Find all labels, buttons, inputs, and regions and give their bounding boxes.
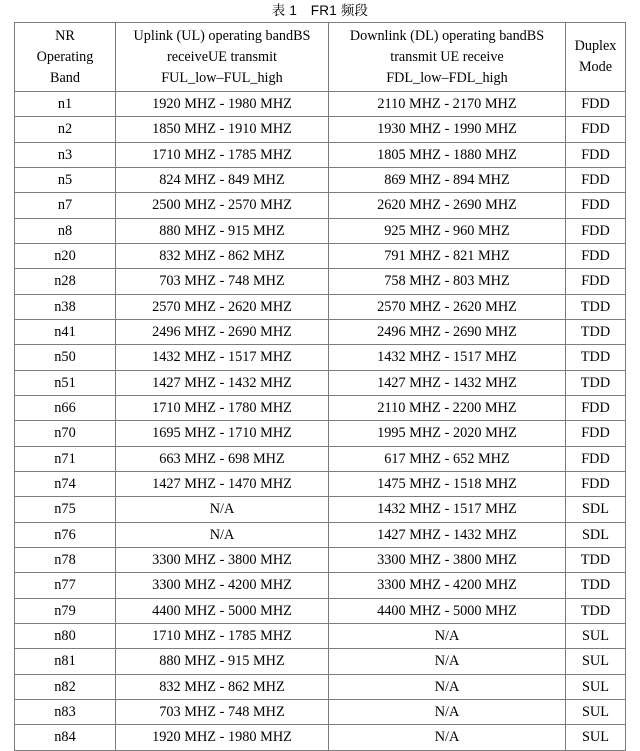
table-row <box>15 623 626 648</box>
cell-duplex-mode: FDD <box>566 218 626 243</box>
cell-nr-operating-band: n2 <box>15 117 116 142</box>
header-line: Band <box>50 69 80 86</box>
cell-nr-operating-band: n20 <box>15 243 116 268</box>
table-row <box>15 193 626 218</box>
cell-uplink-range: 1920 MHZ - 1980 MHZ <box>116 725 329 750</box>
cell-duplex-mode: TDD <box>566 573 626 598</box>
header-line: Duplex <box>574 38 617 54</box>
table-row <box>15 142 626 167</box>
table-row <box>15 319 626 344</box>
cell-downlink-range: 1995 MHZ - 2020 MHZ <box>329 421 566 446</box>
header-row <box>15 23 626 92</box>
cell-uplink-range: 663 MHZ - 698 MHZ <box>116 446 329 471</box>
cell-duplex-mode: TDD <box>566 370 626 395</box>
table-caption: 表 1 FR1 频段 <box>271 3 369 18</box>
cell-downlink-range: 2620 MHZ - 2690 MHZ <box>329 193 566 218</box>
cell-nr-operating-band: n82 <box>15 674 116 699</box>
cell-uplink-range: 1710 MHZ - 1785 MHZ <box>116 142 329 167</box>
column-header-duplex-mode <box>566 23 626 92</box>
cell-uplink-range: 1432 MHZ - 1517 MHZ <box>116 345 329 370</box>
cell-duplex-mode: SUL <box>566 699 626 724</box>
cell-duplex-mode: SDL <box>566 497 626 522</box>
header-line: FDL_low–FDL_high <box>386 69 508 86</box>
cell-nr-operating-band: n81 <box>15 649 116 674</box>
cell-uplink-range: 3300 MHZ - 4200 MHZ <box>116 573 329 598</box>
cell-nr-operating-band: n66 <box>15 395 116 420</box>
table-row <box>15 269 626 294</box>
cell-duplex-mode: FDD <box>566 243 626 268</box>
cell-downlink-range: 1432 MHZ - 1517 MHZ <box>329 345 566 370</box>
header-line: transmit UE receive <box>390 48 504 65</box>
cell-downlink-range: 2110 MHZ - 2170 MHZ <box>329 92 566 117</box>
cell-duplex-mode: SDL <box>566 522 626 547</box>
cell-downlink-range: 1432 MHZ - 1517 MHZ <box>329 497 566 522</box>
cell-downlink-range: 1427 MHZ - 1432 MHZ <box>329 522 566 547</box>
cell-nr-operating-band: n8 <box>15 218 116 243</box>
cell-downlink-range: 925 MHZ - 960 MHZ <box>329 218 566 243</box>
cell-nr-operating-band: n3 <box>15 142 116 167</box>
cell-duplex-mode: FDD <box>566 92 626 117</box>
cell-uplink-range: 1695 MHZ - 1710 MHZ <box>116 421 329 446</box>
cell-downlink-range: 2110 MHZ - 2200 MHZ <box>329 395 566 420</box>
cell-downlink-range: N/A <box>329 699 566 724</box>
header-line: NR <box>55 27 75 44</box>
cell-downlink-range: 3300 MHZ - 3800 MHZ <box>329 547 566 572</box>
cell-duplex-mode: FDD <box>566 269 626 294</box>
cell-nr-operating-band: n50 <box>15 345 116 370</box>
cell-uplink-range: 2570 MHZ - 2620 MHZ <box>116 294 329 319</box>
cell-uplink-range: 1710 MHZ - 1785 MHZ <box>116 623 329 648</box>
cell-nr-operating-band: n76 <box>15 522 116 547</box>
cell-uplink-range: 2496 MHZ - 2690 MHZ <box>116 319 329 344</box>
cell-downlink-range: 791 MHZ - 821 MHZ <box>329 243 566 268</box>
cell-downlink-range: N/A <box>329 674 566 699</box>
table-row <box>15 547 626 572</box>
cell-nr-operating-band: n51 <box>15 370 116 395</box>
cell-downlink-range: N/A <box>329 725 566 750</box>
cell-duplex-mode: SUL <box>566 649 626 674</box>
table-body <box>15 92 626 751</box>
table-row <box>15 649 626 674</box>
cell-nr-operating-band: n77 <box>15 573 116 598</box>
header-line: Uplink (UL) operating bandBS <box>133 27 311 44</box>
header-line: Downlink (DL) operating bandBS <box>349 27 545 44</box>
cell-downlink-range: 1930 MHZ - 1990 MHZ <box>329 117 566 142</box>
cell-uplink-range: 3300 MHZ - 3800 MHZ <box>116 547 329 572</box>
table-row <box>15 573 626 598</box>
table-row <box>15 370 626 395</box>
cell-uplink-range: 1710 MHZ - 1780 MHZ <box>116 395 329 420</box>
table-row <box>15 345 626 370</box>
cell-duplex-mode: FDD <box>566 421 626 446</box>
cell-duplex-mode: SUL <box>566 623 626 648</box>
cell-downlink-range: 2496 MHZ - 2690 MHZ <box>329 319 566 344</box>
cell-uplink-range: 703 MHZ - 748 MHZ <box>116 699 329 724</box>
cell-duplex-mode: TDD <box>566 598 626 623</box>
cell-duplex-mode: FDD <box>566 395 626 420</box>
cell-nr-operating-band: n7 <box>15 193 116 218</box>
header-line: Operating <box>36 48 94 65</box>
cell-uplink-range: 2500 MHZ - 2570 MHZ <box>116 193 329 218</box>
cell-uplink-range: 832 MHZ - 862 MHZ <box>116 243 329 268</box>
cell-downlink-range: 1427 MHZ - 1432 MHZ <box>329 370 566 395</box>
table-row <box>15 471 626 496</box>
cell-uplink-range: 880 MHZ - 915 MHZ <box>116 649 329 674</box>
cell-uplink-range: 703 MHZ - 748 MHZ <box>116 269 329 294</box>
header-line: FUL_low–FUL_high <box>161 69 283 86</box>
table-row <box>15 243 626 268</box>
cell-uplink-range: 1427 MHZ - 1470 MHZ <box>116 471 329 496</box>
cell-duplex-mode: FDD <box>566 446 626 471</box>
cell-duplex-mode: SUL <box>566 725 626 750</box>
cell-duplex-mode: FDD <box>566 117 626 142</box>
cell-uplink-range: 832 MHZ - 862 MHZ <box>116 674 329 699</box>
table-row <box>15 92 626 117</box>
cell-nr-operating-band: n78 <box>15 547 116 572</box>
table-row <box>15 699 626 724</box>
cell-downlink-range: 2570 MHZ - 2620 MHZ <box>329 294 566 319</box>
cell-uplink-range: 880 MHZ - 915 MHZ <box>116 218 329 243</box>
cell-nr-operating-band: n83 <box>15 699 116 724</box>
table-row <box>15 117 626 142</box>
cell-nr-operating-band: n41 <box>15 319 116 344</box>
table-row <box>15 725 626 750</box>
table-row <box>15 294 626 319</box>
cell-uplink-range: 824 MHZ - 849 MHZ <box>116 167 329 192</box>
table-row <box>15 167 626 192</box>
table-row <box>15 421 626 446</box>
cell-nr-operating-band: n75 <box>15 497 116 522</box>
cell-uplink-range: 1850 MHZ - 1910 MHZ <box>116 117 329 142</box>
header-line: receiveUE transmit <box>167 48 277 65</box>
cell-nr-operating-band: n5 <box>15 167 116 192</box>
cell-nr-operating-band: n38 <box>15 294 116 319</box>
cell-downlink-range: 4400 MHZ - 5000 MHZ <box>329 598 566 623</box>
table-row <box>15 497 626 522</box>
cell-duplex-mode: SUL <box>566 674 626 699</box>
cell-duplex-mode: TDD <box>566 345 626 370</box>
table-row <box>15 218 626 243</box>
cell-downlink-range: 3300 MHZ - 4200 MHZ <box>329 573 566 598</box>
cell-downlink-range: 1475 MHZ - 1518 MHZ <box>329 471 566 496</box>
table-row <box>15 446 626 471</box>
cell-duplex-mode: TDD <box>566 547 626 572</box>
table-header <box>15 23 626 92</box>
table-row <box>15 395 626 420</box>
cell-duplex-mode: FDD <box>566 193 626 218</box>
cell-downlink-range: 869 MHZ - 894 MHZ <box>329 167 566 192</box>
fr1-frequency-band-table <box>14 22 626 751</box>
cell-uplink-range: 4400 MHZ - 5000 MHZ <box>116 598 329 623</box>
cell-nr-operating-band: n80 <box>15 623 116 648</box>
header-line: Mode <box>578 59 613 75</box>
table-row <box>15 598 626 623</box>
cell-uplink-range: 1920 MHZ - 1980 MHZ <box>116 92 329 117</box>
cell-duplex-mode: FDD <box>566 142 626 167</box>
cell-nr-operating-band: n71 <box>15 446 116 471</box>
cell-uplink-range: N/A <box>116 497 329 522</box>
column-header-nr-operating-band <box>15 23 116 92</box>
cell-uplink-range: 1427 MHZ - 1432 MHZ <box>116 370 329 395</box>
column-header-downlink <box>329 23 566 92</box>
cell-nr-operating-band: n74 <box>15 471 116 496</box>
table-row <box>15 522 626 547</box>
cell-duplex-mode: TDD <box>566 319 626 344</box>
frequency-table-container <box>14 22 625 751</box>
table-row <box>15 674 626 699</box>
cell-nr-operating-band: n79 <box>15 598 116 623</box>
cell-duplex-mode: FDD <box>566 471 626 496</box>
cell-downlink-range: N/A <box>329 649 566 674</box>
cell-nr-operating-band: n1 <box>15 92 116 117</box>
cell-uplink-range: N/A <box>116 522 329 547</box>
cell-nr-operating-band: n28 <box>15 269 116 294</box>
cell-duplex-mode: FDD <box>566 167 626 192</box>
cell-nr-operating-band: n84 <box>15 725 116 750</box>
cell-nr-operating-band: n70 <box>15 421 116 446</box>
column-header-uplink <box>116 23 329 92</box>
cell-duplex-mode: TDD <box>566 294 626 319</box>
cell-downlink-range: N/A <box>329 623 566 648</box>
cell-downlink-range: 1805 MHZ - 1880 MHZ <box>329 142 566 167</box>
cell-downlink-range: 617 MHZ - 652 MHZ <box>329 446 566 471</box>
cell-downlink-range: 758 MHZ - 803 MHZ <box>329 269 566 294</box>
